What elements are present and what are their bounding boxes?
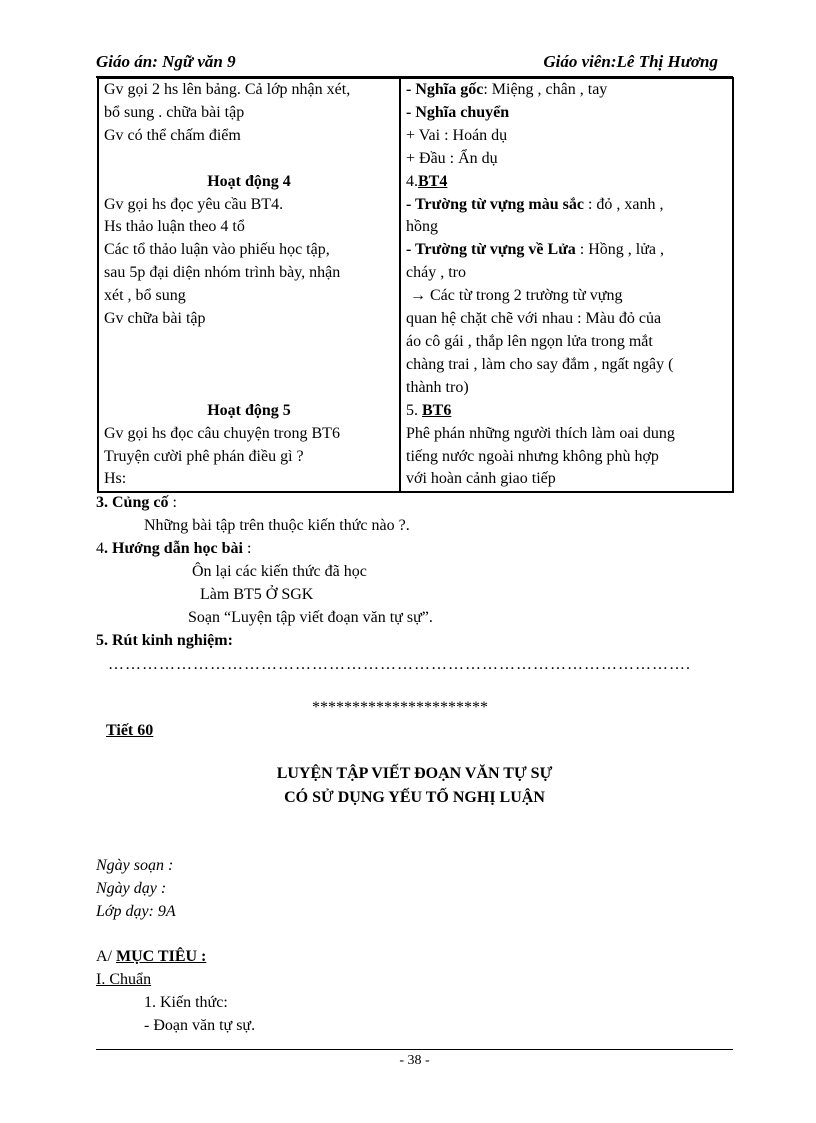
act4-line-6: Gv chữa bài tập — [104, 310, 206, 328]
cungco-heading — [96, 494, 177, 512]
lesson-activity-table — [97, 77, 734, 493]
mausac-cont: hồng — [406, 218, 438, 236]
activity-5-title: Hoạt động 5 — [207, 401, 291, 419]
dau-line: + Đầu : Ẩn dụ — [406, 149, 498, 167]
intro-line-2: bổ sung . chữa bài tập — [104, 103, 245, 121]
act4-line-3: Các tổ thảo luận vào phiếu học tập, — [104, 241, 330, 259]
relation-text-1: Các từ trong 2 trường từ vựng — [426, 287, 623, 305]
muc-tieu-heading — [96, 948, 206, 966]
relation-line-2: quan hệ chặt chẽ với nhau : Màu đỏ của — [406, 310, 662, 328]
huongdan-item-2: Làm BT5 Ở SGK — [200, 586, 314, 603]
nghia-chuyen-label: - Nghĩa chuyển — [406, 103, 510, 121]
kien-thuc-heading: 1. Kiến thức: — [144, 994, 228, 1011]
nghia-goc-line — [406, 79, 727, 102]
lua-cont: cháy , tro — [406, 264, 466, 282]
rutkinh-heading: 5. Rút kinh nghiệm: — [96, 632, 233, 649]
huongdan-title: . Hướng dẫn học bài — [104, 540, 243, 557]
muc-tieu-title: MỤC TIÊU : — [116, 948, 207, 965]
act5-line-1: Gv gọi hs đọc câu chuyện trong BT6 — [104, 424, 340, 442]
relation-line-3: áo cô gái , thắp lên ngọn lửa trong mắt — [406, 332, 653, 350]
relation-line-1 — [406, 285, 727, 308]
header-teacher: Giáo viên:Lê Thị Hương — [543, 52, 718, 71]
mausac-line — [406, 194, 727, 217]
bt6-line-3: với hoàn cảnh giao tiếp — [406, 470, 556, 488]
bt4-number: 4. — [406, 172, 418, 190]
act4-line-1: Gv gọi hs đọc yêu cầu BT4. — [104, 195, 284, 213]
separator-stars: ********************** — [312, 699, 488, 716]
huongdan-item-3: Soạn “Luyện tập viết đoạn văn tự sự”. — [188, 609, 433, 626]
header-subject: Giáo án: Ngữ văn 9 — [96, 52, 236, 71]
ngay-day: Ngày dạy : — [96, 880, 167, 897]
bt4-heading — [406, 171, 727, 194]
huongdan-colon: : — [242, 540, 252, 557]
huongdan-heading — [96, 540, 251, 558]
muc-tieu-prefix: A/ — [96, 948, 116, 965]
cungco-colon: : — [168, 494, 177, 511]
mausac-label: - Trường từ vựng màu sắc — [406, 195, 584, 213]
mausac-text: : đỏ , xanh , — [587, 195, 664, 213]
nghia-goc-label: - Nghĩa gốc — [406, 81, 484, 98]
bt6-number: 5. — [406, 401, 422, 419]
bt6-heading — [406, 400, 727, 423]
doan-van-item: - Đoạn văn tự sự. — [144, 1017, 256, 1034]
act5-line-2: Truyện cười phê phán điều gì ? — [104, 447, 304, 465]
lua-label: - Trường từ vựng về Lửa — [406, 241, 576, 259]
chuan-heading: I. Chuẩn — [96, 971, 152, 988]
cungco-number: 3. — [96, 494, 108, 511]
ngay-soan: Ngày soạn : — [96, 857, 174, 874]
huongdan-item-1: Ôn lại các kiến thức đã học — [192, 563, 367, 580]
relation-line-5: thành tro) — [406, 378, 469, 396]
huongdan-number: 4 — [96, 540, 104, 557]
page-header — [96, 52, 718, 74]
act4-line-4: sau 5p đại diện nhóm trình bày, nhận — [104, 264, 341, 282]
vai-line: + Vai : Hoán dụ — [406, 126, 508, 144]
intro-line-3: Gv có thể chấm điểm — [104, 126, 241, 144]
cungco-text: Những bài tập trên thuộc kiến thức nào ?. — [144, 517, 410, 534]
arrow-icon: → — [410, 287, 426, 305]
dotted-line: …………………………………………………………………………………………. — [108, 656, 691, 673]
bt6-line-1: Phê phán những người thích làm oai dung — [406, 424, 675, 442]
act4-line-2: Hs thảo luận theo 4 tổ — [104, 218, 245, 236]
act4-line-5: xét , bổ sung — [104, 287, 186, 305]
lop-day: Lớp dạy: 9A — [96, 903, 176, 920]
intro-line-1: Gv gọi 2 hs lên bảng. Cả lớp nhận xét, — [104, 81, 351, 98]
lesson-number: Tiết 60 — [106, 722, 154, 739]
lua-line — [406, 239, 727, 262]
bt6-title: BT6 — [422, 401, 452, 419]
lua-text: : Hồng , lửa , — [579, 241, 665, 259]
content-column — [400, 78, 733, 492]
relation-line-4: chàng trai , làm cho say đắm , ngất ngây ( — [406, 355, 674, 373]
act5-line-3: Hs: — [104, 470, 127, 488]
nghia-goc-text: : Miệng , chân , tay — [483, 81, 608, 98]
cungco-title: Củng cố — [108, 494, 169, 511]
lesson-title-line-1: LUYỆN TẬP VIẾT ĐOẠN VĂN TỰ SỰ — [276, 765, 553, 782]
bt6-line-2: tiếng nước ngoài nhưng không phù hợp — [406, 447, 659, 465]
bt4-title: BT4 — [418, 172, 448, 190]
lesson-title-line-2: CÓ SỬ DỤNG YẾU TỐ NGHỊ LUẬN — [284, 789, 545, 806]
teacher-activity-column — [98, 78, 400, 492]
footer-rule — [96, 1049, 733, 1050]
page-number: - 38 - — [399, 1053, 430, 1068]
activity-4-title: Hoạt động 4 — [207, 172, 291, 190]
